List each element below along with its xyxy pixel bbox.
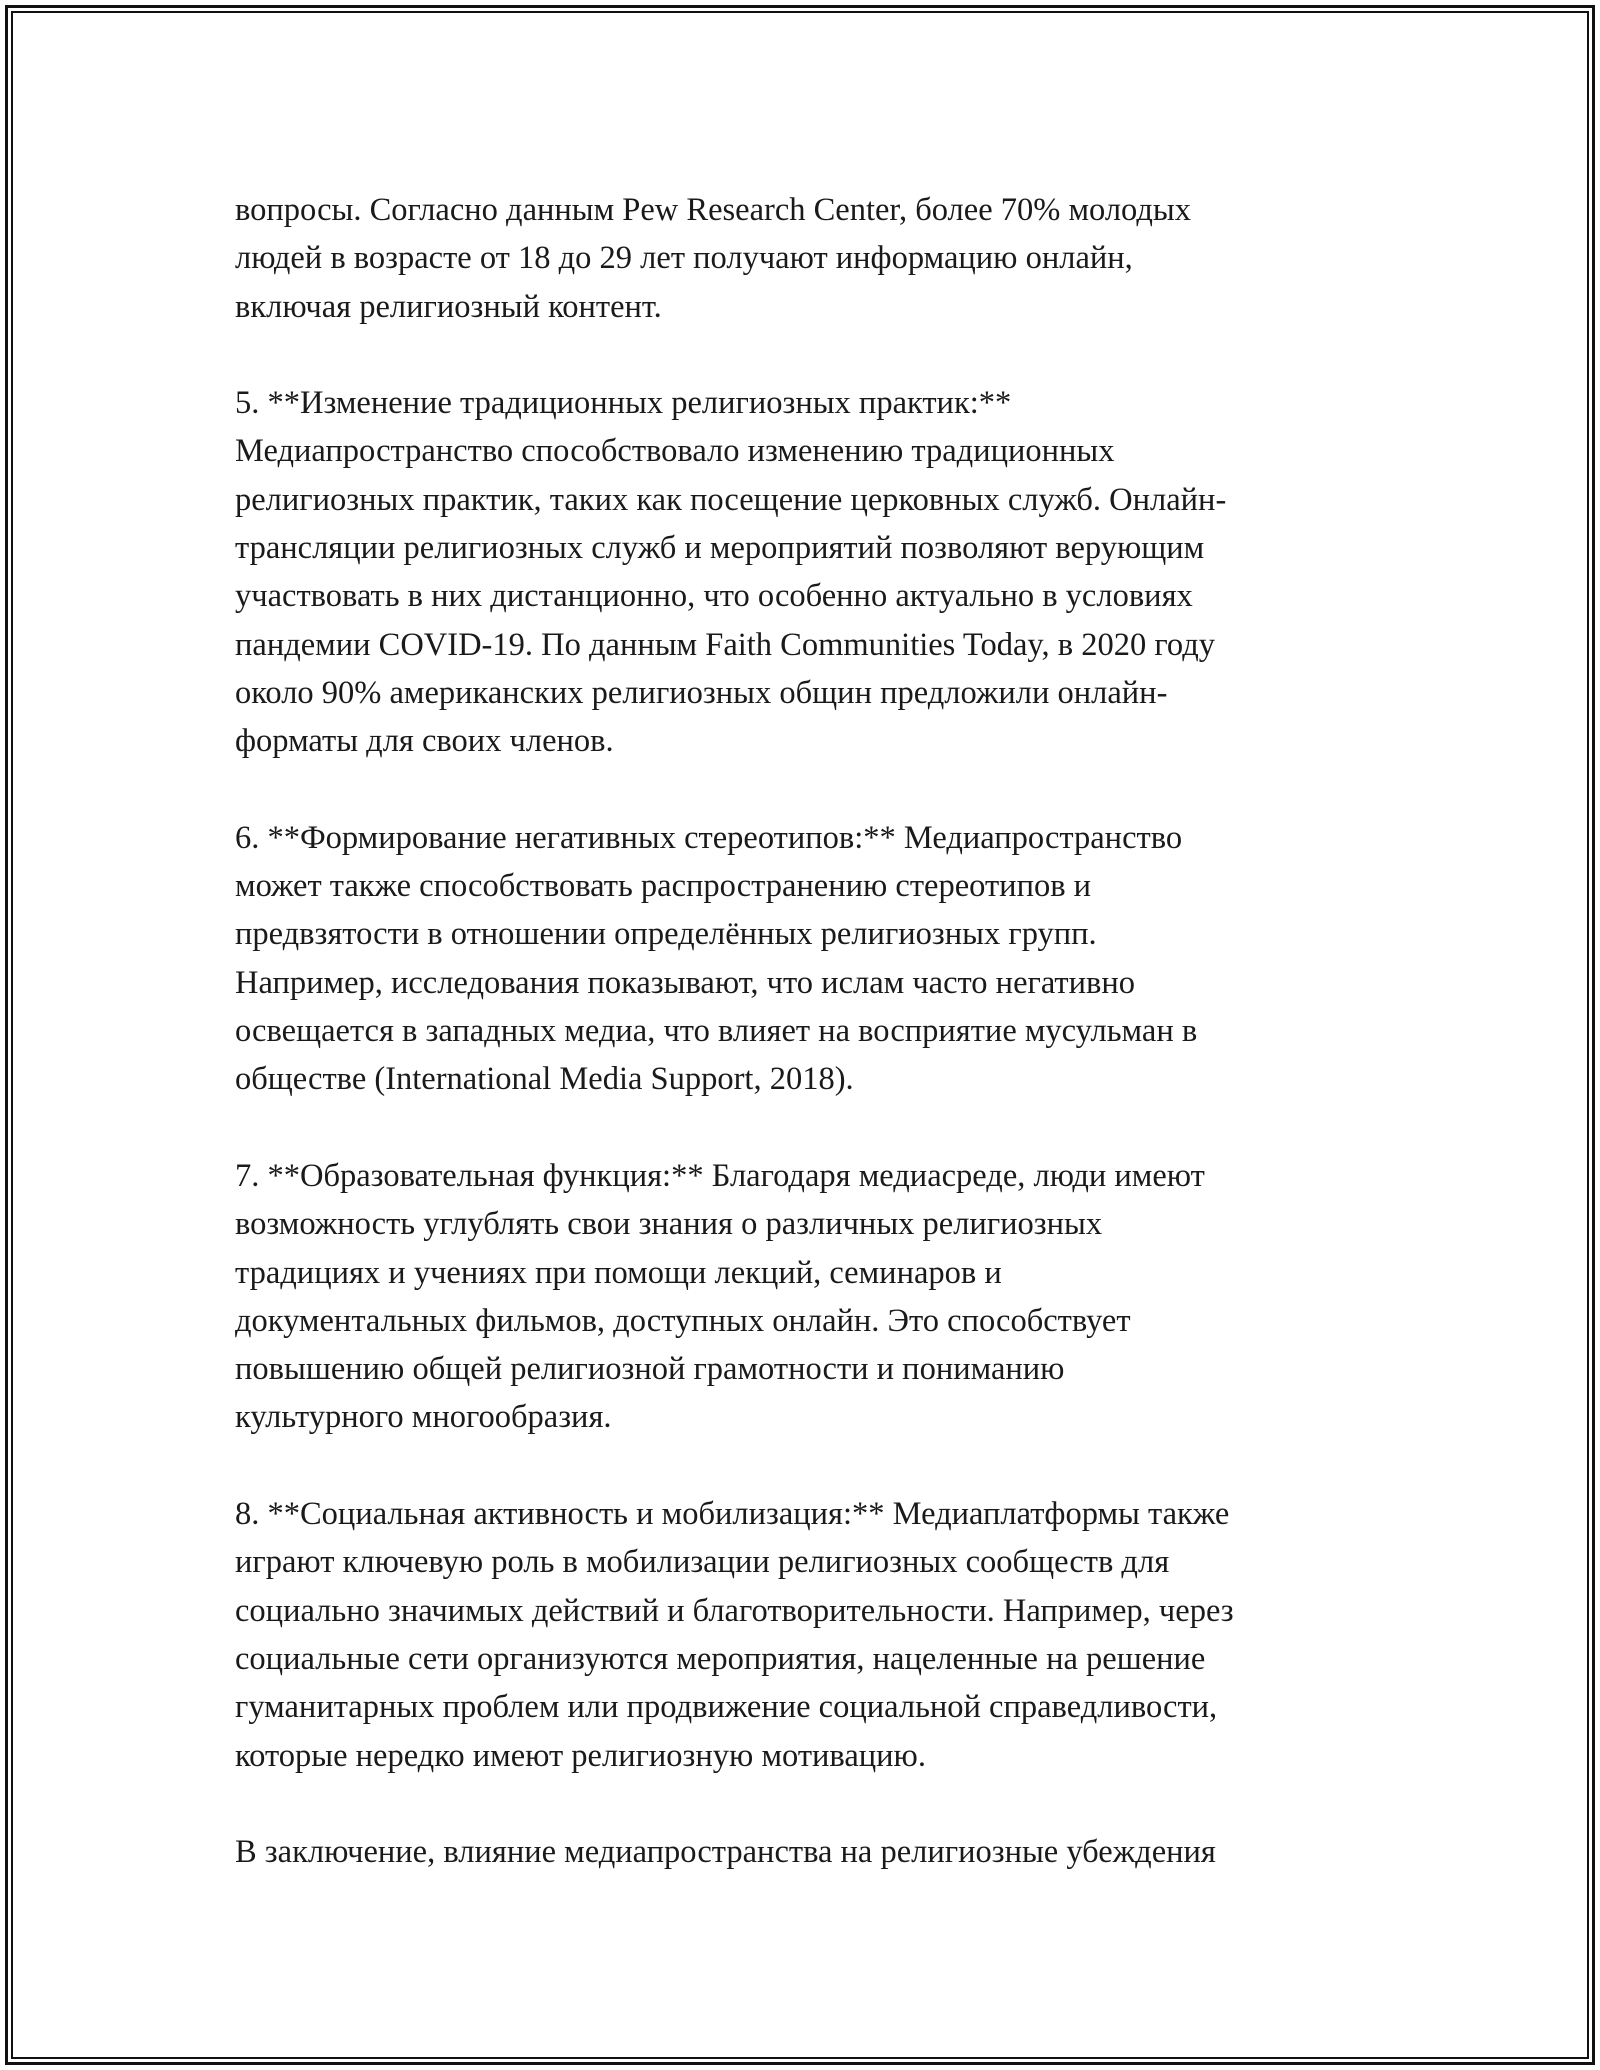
text-line: которые нередко имеют религиозную мотивацию. (235, 1737, 926, 1774)
text-line: предвзятости в отношении определённых религиозных групп. (235, 916, 1097, 953)
text-line: возможность углублять свои знания о различных религиозных (235, 1206, 1103, 1243)
text-line: документальных фильмов, доступных онлайн. Это способствует (235, 1302, 1131, 1339)
text-line: освещается в западных медиа, что влияет на восприятие мусульман в (235, 1013, 1198, 1050)
text-line: В заключение, влияние медиапространства на религиозные убеждения (235, 1834, 1216, 1871)
text-line: 5. **Изменение традиционных религиозных практик:** (235, 385, 1012, 422)
document-body (235, 186, 1415, 1876)
text-line: трансляции религиозных служб и мероприятий позволяют верующим (235, 530, 1205, 567)
text-line: вопросы. Согласно данным Pew Research Center, более 70% молодых (235, 192, 1191, 228)
paragraph-item-8 (235, 1490, 1415, 1780)
text-line: Например, исследования показывают, что ислам часто негативно (235, 964, 1135, 1001)
text-line: социально значимых действий и благотворительности. Например, через (235, 1592, 1234, 1629)
text-line: религиозных практик, таких как посещение церковных служб. Онлайн- (235, 481, 1227, 518)
text-line: 7. **Образовательная функция:** Благодаря медиасреде, люди имеют (235, 1157, 1205, 1194)
text-line: 8. **Социальная активность и мобилизация:** Медиаплатформы также (235, 1496, 1230, 1533)
text-line: традициях и учениях при помощи лекций, семинаров и (235, 1254, 1002, 1291)
paragraph-item-7 (235, 1152, 1415, 1442)
text-line: гуманитарных проблем или продвижение социальной справедливости, (235, 1689, 1218, 1726)
paragraph-intro-continuation (235, 186, 1415, 331)
text-line: форматы для своих членов. (235, 723, 614, 760)
text-line: может также способствовать распространению стереотипов и (235, 868, 1092, 905)
text-line: социальные сети организуются мероприятия, нацеленные на решение (235, 1640, 1206, 1677)
text-line: 6. **Формирование негативных стереотипов:** Медиапространство (235, 819, 1183, 856)
text-line: играют ключевую роль в мобилизации религиозных сообществ для (235, 1544, 1170, 1581)
text-line: Медиапространство способствовало изменению традиционных (235, 433, 1115, 470)
text-line: участвовать в них дистанционно, что особенно актуально в условиях (235, 578, 1193, 615)
text-line: обществе (International Media Support, 2018). (235, 1061, 854, 1098)
text-line: пандемии COVID-19. По данным Faith Communities Today, в 2020 году (235, 626, 1215, 663)
paragraph-item-5 (235, 379, 1415, 765)
paragraph-conclusion (235, 1828, 1415, 1876)
text-line: включая религиозный контент. (235, 288, 662, 325)
text-line: повышению общей религиозной грамотности и пониманию (235, 1351, 1065, 1388)
text-line: людей в возрасте от 18 до 29 лет получают информацию онлайн, (235, 240, 1133, 277)
text-line: около 90% американских религиозных общин предложили онлайн- (235, 674, 1168, 711)
paragraph-item-6 (235, 814, 1415, 1104)
text-line: культурного многообразия. (235, 1399, 612, 1436)
